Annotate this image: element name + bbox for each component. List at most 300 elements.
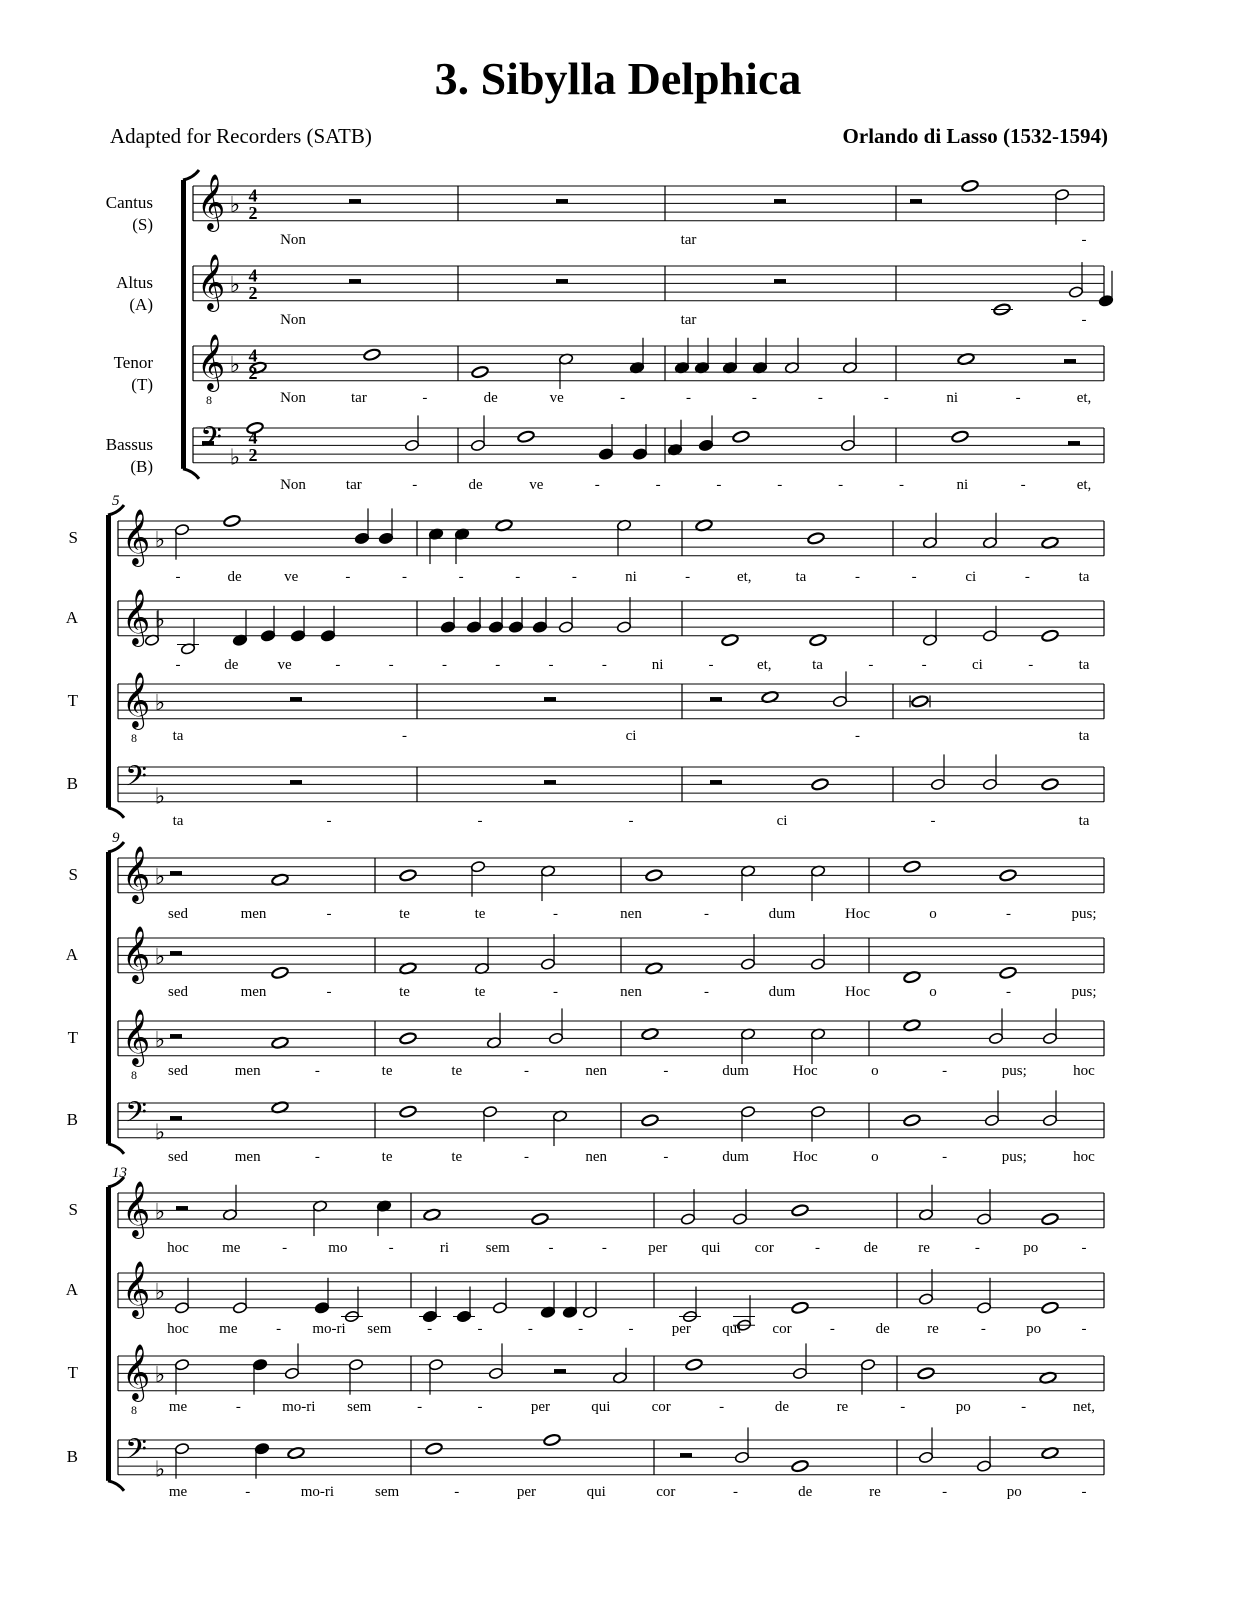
note-head <box>174 524 189 536</box>
lyric-syllable: tar <box>351 390 367 406</box>
lyric-syllable: - <box>458 569 464 585</box>
flat-icon: ♭ <box>229 272 241 298</box>
lyric-syllable: de <box>798 1484 813 1500</box>
system-bracket <box>181 180 186 469</box>
lyric-syllable: et, <box>1076 477 1092 493</box>
lyric-syllable: men <box>234 1063 261 1079</box>
bass-clef-icon: 𝄢 <box>125 1098 147 1135</box>
lyric-syllable: qui <box>722 1321 742 1337</box>
note-head <box>911 695 929 708</box>
lyric-syllable: ta <box>172 813 184 829</box>
lyric-syllable: - <box>974 1240 980 1256</box>
flat-icon: ♭ <box>229 192 241 218</box>
lyric-syllable: - <box>815 1240 821 1256</box>
lyric-syllable: dum <box>768 906 796 922</box>
lyric-syllable: - <box>829 1321 835 1337</box>
staff-t <box>193 338 1104 389</box>
system-bracket <box>106 1187 111 1481</box>
note-head <box>732 430 750 443</box>
note-head <box>791 1301 809 1314</box>
lyric-syllable: ci <box>971 657 983 673</box>
note-head <box>399 869 417 882</box>
lyric-syllable: - <box>838 477 844 493</box>
note-head <box>492 1302 507 1314</box>
lyric-syllable: - <box>663 1149 669 1165</box>
lyric-syllable: - <box>1020 477 1026 493</box>
lyric-syllable: mo-ri <box>312 1321 346 1337</box>
lyric-syllable: - <box>175 657 181 673</box>
lyric-syllable: - <box>282 1240 288 1256</box>
voice-label-b: (B) <box>130 457 153 476</box>
lyric-syllable: - <box>855 728 860 744</box>
composer: Orlando di Lasso (1532-1594) <box>842 124 1108 148</box>
voice-abbr-s: S <box>68 1200 78 1219</box>
lyric-syllable: - <box>548 657 554 673</box>
note-head <box>917 1367 935 1380</box>
note-head <box>999 869 1017 882</box>
rest <box>290 697 302 701</box>
flat-icon: ♭ <box>154 783 166 809</box>
lyric-syllable: re <box>836 1399 849 1415</box>
lyric-syllable: - <box>326 984 332 1000</box>
lyric-syllable: - <box>594 477 600 493</box>
flat-icon: ♭ <box>154 1027 166 1053</box>
lyric-syllable: te <box>399 906 410 922</box>
treble-clef-icon: 𝄞 <box>121 511 151 564</box>
lyric-syllable: - <box>708 657 714 673</box>
lyric-syllable: nen <box>585 1149 607 1165</box>
lyric-syllable: - <box>454 1484 460 1500</box>
note-head <box>976 1213 991 1225</box>
note-head <box>363 348 381 361</box>
lyric-syllable: Non <box>280 312 306 328</box>
lyric-syllable: - <box>495 657 501 673</box>
note-head <box>558 621 573 633</box>
note-head <box>1041 1212 1059 1225</box>
lyric-syllable: de <box>863 1240 878 1256</box>
octave-marker: 8 <box>206 393 212 407</box>
lyric-syllable: - <box>314 1149 320 1165</box>
note-head <box>517 430 535 443</box>
lyric-syllable: ve <box>277 657 292 673</box>
lyric-syllable: te <box>474 984 486 1000</box>
rest <box>349 199 361 203</box>
lyric-syllable: te <box>474 906 486 922</box>
voice-abbr-a: A <box>65 1280 78 1299</box>
note-head <box>791 1204 809 1217</box>
voice-label-t: (T) <box>131 375 153 394</box>
lyric-syllable: te <box>399 984 410 1000</box>
note-head <box>860 1359 875 1371</box>
note-head <box>531 1212 549 1225</box>
note-head <box>740 1106 755 1118</box>
lyric-syllable: - <box>1028 657 1034 673</box>
lyric-syllable: pus; <box>1071 906 1097 922</box>
lyric-syllable: hoc <box>1073 1149 1095 1165</box>
note-head <box>354 532 369 544</box>
flat-icon: ♭ <box>154 1362 166 1388</box>
lyric-syllable: - <box>335 657 341 673</box>
measure-number: 9 <box>112 830 120 846</box>
lyric-syllable: - <box>620 390 626 406</box>
lyric-syllable: - <box>326 813 332 829</box>
lyric-syllable: ni <box>651 657 664 673</box>
lyric-syllable: - <box>388 657 394 673</box>
voice-abbr-b: B <box>66 1447 78 1466</box>
lyric-syllable: te <box>381 1149 393 1165</box>
staff-b <box>193 415 1104 462</box>
rest <box>349 279 361 283</box>
note-head <box>508 621 523 633</box>
rest <box>910 199 922 203</box>
lyric-syllable: - <box>1006 984 1011 1000</box>
bracket-hook <box>108 808 124 818</box>
lyric-syllable: Non <box>280 477 306 493</box>
treble-clef-icon: 𝄞 <box>121 1346 151 1399</box>
note-head <box>471 365 489 378</box>
rest <box>556 279 568 283</box>
lyric-syllable: - <box>930 813 936 829</box>
rest <box>290 780 302 784</box>
lyric-syllable: nen <box>620 906 642 922</box>
lyric-syllable: te <box>381 1063 393 1079</box>
lyric-syllable: - <box>523 1149 529 1165</box>
lyric-syllable: ta <box>1078 569 1090 585</box>
lyric-syllable: - <box>477 813 483 829</box>
piece-title: 3. Sibylla Delphica <box>434 53 802 104</box>
lyric-syllable: ri <box>439 1240 450 1256</box>
note-head <box>543 1433 561 1446</box>
note-head <box>632 448 647 460</box>
note-head <box>399 1105 417 1118</box>
rest <box>680 1453 692 1457</box>
lyric-syllable: Non <box>280 390 306 406</box>
lyric-syllable: dum <box>722 1149 749 1165</box>
note-head <box>470 439 485 451</box>
lyric-syllable: po <box>1006 1484 1022 1500</box>
rest <box>774 279 786 283</box>
note-head <box>792 1367 807 1379</box>
time-signature-bottom: 2 <box>248 202 258 223</box>
lyric-syllable: - <box>942 1484 948 1500</box>
treble-clef-icon: 𝄞 <box>121 1011 151 1064</box>
voice-abbr-b: B <box>66 1110 78 1129</box>
lyric-syllable: - <box>477 1321 483 1337</box>
rest <box>1068 441 1080 445</box>
lyric-syllable: dum <box>722 1063 749 1079</box>
lyric-syllable: - <box>601 657 607 673</box>
octave-marker: 8 <box>131 1068 137 1082</box>
voice-abbr-t: T <box>67 691 78 710</box>
note-head <box>223 514 241 527</box>
lyric-syllable: o <box>871 1063 879 1079</box>
lyric-syllable: - <box>777 477 783 493</box>
voice-abbr-t: T <box>67 1363 78 1382</box>
lyric-syllable: - <box>245 1484 251 1500</box>
staff-b <box>118 1090 1104 1146</box>
rest <box>544 697 556 701</box>
lyric-syllable: cor <box>656 1484 676 1500</box>
lyric-syllable: - <box>921 657 927 673</box>
note-head <box>1042 1114 1057 1126</box>
lyric-syllable: men <box>234 1149 261 1165</box>
lyric-syllable: ta <box>1078 657 1090 673</box>
note-head <box>982 778 997 790</box>
note-head <box>232 1302 247 1314</box>
lyric-syllable: - <box>422 390 428 406</box>
lyric-syllable: ci <box>776 813 788 829</box>
rest <box>556 199 568 203</box>
note-head <box>320 630 335 642</box>
voice-label-a: (A) <box>129 295 153 314</box>
lyric-syllable: hoc <box>167 1321 189 1337</box>
note-head <box>810 1106 825 1118</box>
lyric-syllable: sed <box>168 1063 188 1079</box>
voice-abbr-s: S <box>68 528 78 547</box>
note-head <box>254 1443 269 1455</box>
note-head <box>1041 1301 1059 1314</box>
flat-icon: ♭ <box>154 1279 166 1305</box>
lyric-syllable: - <box>417 1399 423 1415</box>
lyric-syllable: po <box>955 1399 971 1415</box>
lyric-syllable: sem <box>485 1240 510 1256</box>
lyric-syllable: - <box>1081 1321 1087 1337</box>
lyric-syllable: me <box>219 1321 238 1337</box>
lyric-syllable: - <box>868 657 874 673</box>
note-head <box>918 1451 933 1463</box>
lyric-syllable: re <box>918 1240 930 1256</box>
flat-icon: ♭ <box>154 607 166 633</box>
note-head <box>174 1359 189 1371</box>
lyric-syllable: te <box>451 1149 463 1165</box>
lyric-syllable: - <box>388 1240 394 1256</box>
lyric-syllable: - <box>751 390 757 406</box>
lyric-syllable: - <box>1081 232 1087 248</box>
lyric-syllable: - <box>1081 1484 1087 1500</box>
lyric-syllable: - <box>314 1063 320 1079</box>
treble-clef-icon: 𝄞 <box>121 1263 151 1316</box>
voice-name-b: Bassus <box>105 435 153 454</box>
note-head <box>399 1032 417 1045</box>
lyric-syllable: ta <box>172 728 184 744</box>
lyric-syllable: - <box>427 1321 433 1337</box>
lyric-syllable: ni <box>956 477 969 493</box>
lyric-syllable: - <box>1081 1240 1087 1256</box>
flat-icon: ♭ <box>229 444 241 470</box>
note-head <box>425 1442 443 1455</box>
staff-t <box>118 1008 1104 1064</box>
lyric-syllable: - <box>733 1484 739 1500</box>
flat-icon: ♭ <box>154 1119 166 1145</box>
lyric-syllable: - <box>326 906 332 922</box>
lyric-syllable: cor <box>754 1240 774 1256</box>
bracket-hook <box>183 469 199 479</box>
treble-clef-icon: 𝄞 <box>196 256 226 309</box>
note-head <box>982 630 997 642</box>
note-head <box>680 1213 695 1225</box>
note-head <box>532 621 547 633</box>
lyric-syllable: - <box>704 984 709 1000</box>
rest <box>1064 359 1076 363</box>
voice-abbr-b: B <box>66 774 78 793</box>
lyric-syllable: - <box>685 569 691 585</box>
lyric-syllable: tar <box>345 477 362 493</box>
lyric-syllable: ci <box>965 569 977 585</box>
lyric-syllable: de <box>774 1399 790 1415</box>
rest <box>710 780 722 784</box>
note-head <box>807 532 825 545</box>
lyric-syllable: mo-ri <box>282 1399 316 1415</box>
lyric-syllable: - <box>553 984 558 1000</box>
note-head <box>260 630 275 642</box>
note-head <box>1041 778 1059 791</box>
lyric-syllable: net, <box>1072 1399 1096 1415</box>
voice-name-s: Cantus <box>105 193 153 212</box>
lyric-syllable: de <box>224 657 239 673</box>
note-head <box>791 1459 809 1472</box>
voice-abbr-a: A <box>65 608 78 627</box>
note-head <box>1042 1032 1057 1044</box>
lyric-syllable: sem <box>374 1484 400 1500</box>
lyric-syllable: hoc <box>1073 1063 1095 1079</box>
voice-label-s: (S) <box>132 215 153 234</box>
lyric-syllable: et, <box>1076 390 1092 406</box>
note-head <box>482 1106 497 1118</box>
bass-clef-icon: 𝄢 <box>125 762 147 799</box>
note-head <box>984 1114 999 1126</box>
lyric-syllable: sed <box>168 984 188 1000</box>
note-head <box>548 1032 563 1044</box>
voice-name-a: Altus <box>116 273 153 292</box>
lyric-syllable: hoc <box>167 1240 189 1256</box>
note-head <box>290 630 305 642</box>
staff-b <box>118 754 1104 801</box>
lyric-syllable: de <box>227 569 242 585</box>
note-head <box>252 1359 267 1371</box>
lyric-syllable: men <box>240 984 267 1000</box>
flat-icon: ♭ <box>154 1456 166 1482</box>
lyric-syllable: per <box>530 1399 550 1415</box>
note-head <box>616 621 631 633</box>
lyric-syllable: - <box>477 1399 483 1415</box>
note-head <box>732 1213 747 1225</box>
treble-clef-icon: 𝄞 <box>196 336 226 389</box>
lyric-syllable: - <box>628 813 634 829</box>
lyric-syllable: tar <box>680 312 697 328</box>
lyric-syllable: - <box>663 1063 669 1079</box>
rest <box>170 1116 182 1120</box>
note-head <box>840 439 855 451</box>
staff-a <box>118 1269 1104 1331</box>
note-head <box>999 966 1017 979</box>
flat-icon: ♭ <box>229 352 241 378</box>
lyric-syllable: - <box>719 1399 725 1415</box>
note-head <box>378 532 393 544</box>
lyric-syllable: - <box>515 569 521 585</box>
rest <box>554 1369 566 1373</box>
lyric-syllable: de <box>483 390 498 406</box>
lyric-syllable: me <box>222 1240 241 1256</box>
note-head <box>641 1114 659 1127</box>
lyric-syllable: - <box>601 1240 607 1256</box>
lyric-syllable: de <box>875 1321 890 1337</box>
staff-a <box>118 934 1104 984</box>
lyric-syllable: per <box>648 1240 668 1256</box>
note-head <box>961 179 979 192</box>
lyric-syllable: Hoc <box>845 984 870 1000</box>
note-head <box>488 1367 503 1379</box>
treble-clef-icon: 𝄞 <box>121 928 151 981</box>
treble-clef-icon: 𝄞 <box>121 591 151 644</box>
lyric-syllable: nen <box>585 1063 607 1079</box>
lyric-syllable: - <box>817 390 823 406</box>
note-head <box>740 958 755 970</box>
lyric-syllable: cor <box>651 1399 671 1415</box>
lyric-syllable: - <box>412 477 418 493</box>
lyric-syllable: mo <box>328 1240 348 1256</box>
note-head <box>174 1443 189 1455</box>
staff-b <box>118 1427 1104 1478</box>
lyric-syllable: o <box>929 906 937 922</box>
lyric-syllable: o <box>929 984 937 1000</box>
lyric-syllable: - <box>628 1321 634 1337</box>
note-head <box>810 958 825 970</box>
lyric-syllable: - <box>942 1149 948 1165</box>
lyric-syllable: qui <box>701 1240 721 1256</box>
lyric-syllable: pus; <box>1001 1063 1027 1079</box>
lyric-syllable: ni <box>625 569 637 585</box>
lyric-syllable: - <box>1021 1399 1027 1415</box>
treble-clef-icon: 𝄞 <box>121 674 151 727</box>
note-head <box>428 1359 443 1371</box>
lyric-syllable: - <box>345 569 351 585</box>
lyric-syllable: - <box>527 1321 533 1337</box>
lyric-syllable: - <box>441 657 447 673</box>
time-signature-top: 4 <box>248 345 258 366</box>
rest <box>170 1034 182 1038</box>
lyric-syllable: - <box>402 569 407 585</box>
measure-number: 13 <box>112 1165 127 1181</box>
lyric-syllable: ta <box>1078 728 1090 744</box>
rest <box>774 199 786 203</box>
time-signature-top: 4 <box>248 185 258 206</box>
lyric-syllable: dum <box>768 984 796 1000</box>
lyric-syllable: ni <box>946 390 959 406</box>
time-signature-bottom: 2 <box>248 444 258 465</box>
lyric-syllable: - <box>980 1321 986 1337</box>
lyric-syllable: - <box>1081 312 1087 328</box>
lyric-syllable: - <box>1024 569 1030 585</box>
lyric-syllable: sem <box>347 1399 372 1415</box>
lyric-syllable: per <box>671 1321 691 1337</box>
lyric-syllable: - <box>704 906 709 922</box>
lyric-syllable: men <box>240 906 267 922</box>
lyric-syllable: Hoc <box>792 1063 818 1079</box>
lyric-syllable: - <box>523 1063 529 1079</box>
flat-icon: ♭ <box>154 690 166 716</box>
rest <box>544 780 556 784</box>
staff-a <box>193 262 1114 316</box>
lyric-syllable: pus; <box>1001 1149 1027 1165</box>
note-head <box>988 1032 1003 1044</box>
flat-icon: ♭ <box>154 944 166 970</box>
note-head <box>1041 629 1059 642</box>
note-head <box>598 448 613 460</box>
bracket-hook <box>108 1144 124 1154</box>
note-head <box>918 1293 933 1305</box>
flat-icon: ♭ <box>154 527 166 553</box>
voice-abbr-a: A <box>65 945 78 964</box>
